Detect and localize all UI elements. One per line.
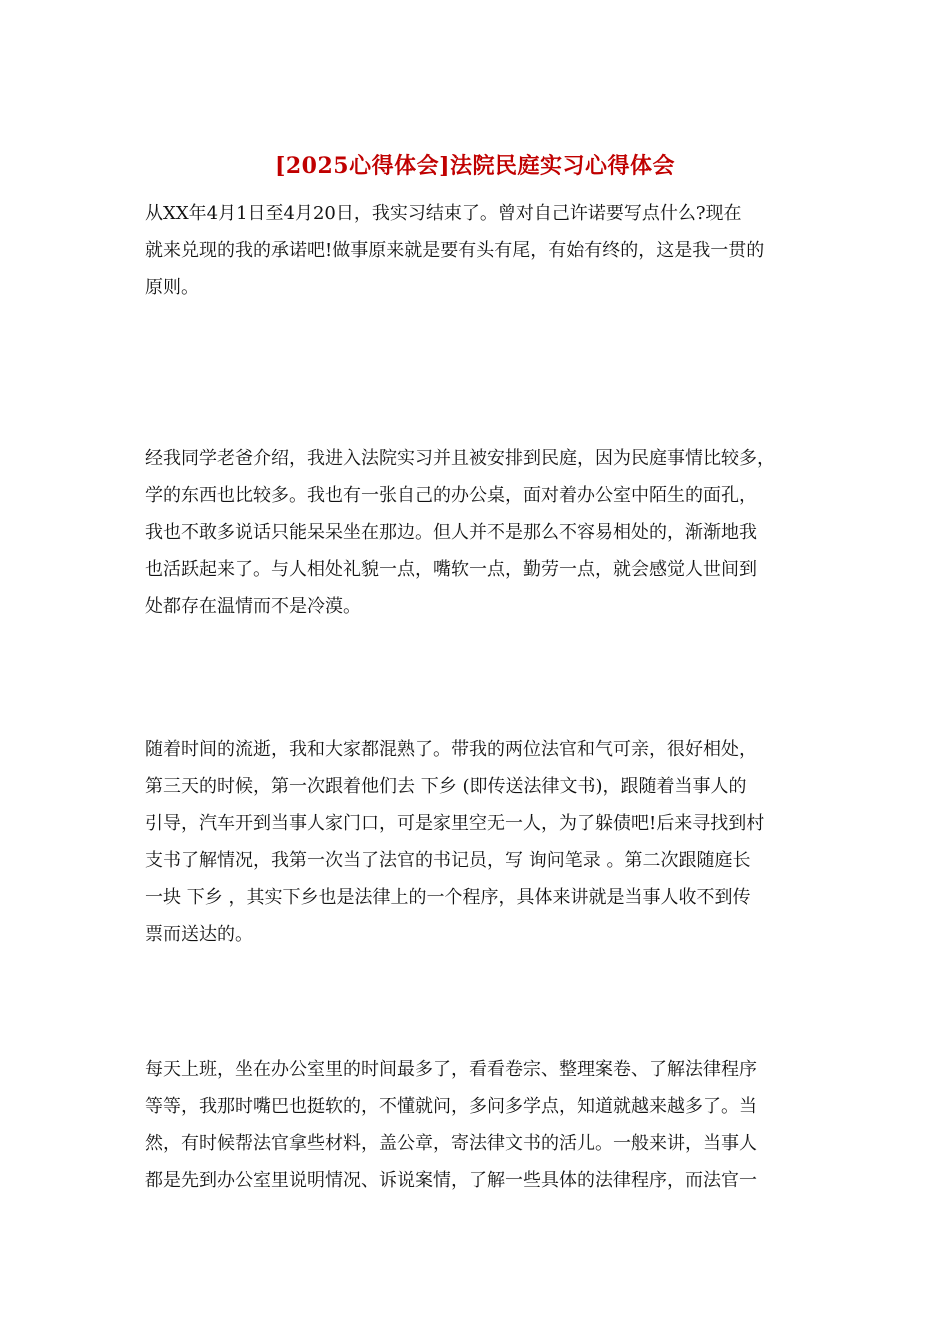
- paragraph-line: 从XX年4月1日至4月20日，我实习结束了。曾对自己许诺要写点什么?现在: [145, 203, 742, 224]
- paragraph-line: 引导，汽车开到当事人家门口，可是家里空无一人，为了躲债吧!后来寻找到村: [145, 813, 765, 834]
- paragraph-line: 处都存在温情而不是冷漠。: [145, 596, 361, 617]
- paragraph-1: [145, 195, 815, 306]
- paragraph-line: 我也不敢多说话只能呆呆坐在那边。但人并不是那么不容易相处的，渐渐地我: [145, 522, 757, 543]
- paragraph-line: 每天上班，坐在办公室里的时间最多了，看看卷宗、整理案卷、了解法律程序: [145, 1059, 757, 1080]
- paragraph-line: 也活跃起来了。与人相处礼貌一点，嘴软一点，勤劳一点，就会感觉人世间到: [145, 559, 757, 580]
- paragraph-line: 原则。: [145, 277, 199, 298]
- paragraph-line: 等等，我那时嘴巴也挺软的，不懂就问，多问多学点，知道就越来越多了。当: [145, 1096, 757, 1117]
- document-title: [2025心得体会]法院民庭实习心得体会: [274, 153, 676, 179]
- paragraph-line: 都是先到办公室里说明情况、诉说案情，了解一些具体的法律程序，而法官一: [145, 1170, 757, 1191]
- paragraph-line: 第三天的时候，第一次跟着他们去 下乡 (即传送法律文书)，跟随着当事人的: [145, 776, 747, 797]
- paragraph-line: 票而送达的。: [145, 924, 253, 945]
- paragraph-line: 随着时间的流逝，我和大家都混熟了。带我的两位法官和气可亲，很好相处，: [145, 739, 757, 760]
- paragraph-line: 就来兑现的我的承诺吧!做事原来就是要有头有尾，有始有终的，这是我一贯的: [145, 240, 765, 261]
- paragraph-line: 学的东西也比较多。我也有一张自己的办公桌，面对着办公室中陌生的面孔，: [145, 485, 757, 506]
- paragraph-line: 经我同学老爸介绍，我进入法院实习并且被安排到民庭，因为民庭事情比较多，: [145, 448, 775, 469]
- paragraph-4: [145, 1051, 815, 1199]
- paragraph-line: 一块 下乡 ，其实下乡也是法律上的一个程序，具体来讲就是当事人收不到传: [145, 887, 751, 908]
- paragraph-2: [145, 440, 815, 625]
- paragraph-3: [145, 731, 815, 953]
- paragraph-line: 然，有时候帮法官拿些材料，盖公章，寄法律文书的活儿。一般来讲，当事人: [145, 1133, 757, 1154]
- paragraph-line: 支书了解情况，我第一次当了法官的书记员，写 询问笔录 。第二次跟随庭长: [145, 850, 751, 871]
